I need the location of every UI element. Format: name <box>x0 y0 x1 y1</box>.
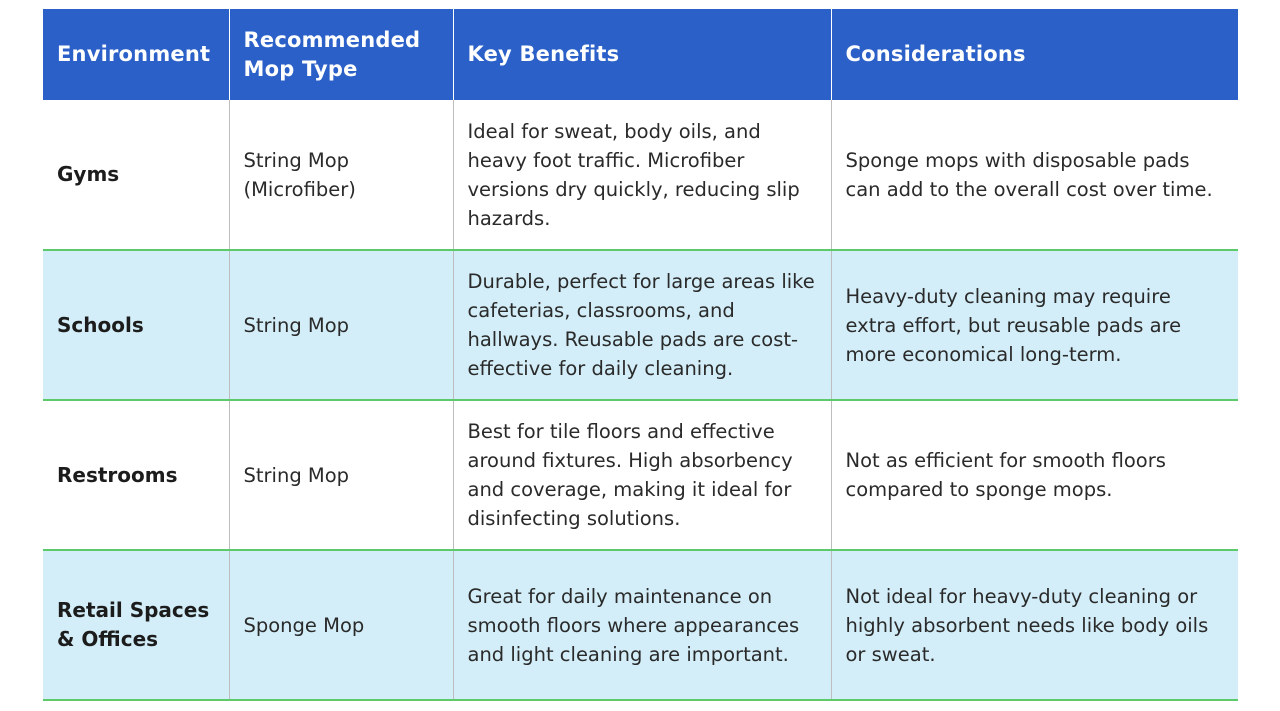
header-key-benefits: Key Benefits <box>453 9 831 100</box>
cell-benefits: Great for daily maintenance on smooth floors where appearances and light cleaning are important. <box>453 550 831 700</box>
table-row-gyms <box>43 100 1238 250</box>
cell-mop-type: String Mop (Microfiber) <box>229 100 453 250</box>
cell-considerations: Sponge mops with disposable pads can add to the overall cost over time. <box>831 100 1238 250</box>
header-environment: Environment <box>43 9 229 100</box>
cell-environment: Schools <box>43 250 229 400</box>
table-row-retail-offices <box>43 550 1238 700</box>
cell-mop-type: String Mop <box>229 400 453 550</box>
mop-comparison-table <box>43 9 1238 701</box>
table-row-schools <box>43 250 1238 400</box>
cell-benefits: Best for tile floors and effective around fixtures. High absorbency and coverage, making it ideal for disinfecting solutions. <box>453 400 831 550</box>
cell-considerations: Heavy-duty cleaning may require extra effort, but reusable pads are more economical long-term. <box>831 250 1238 400</box>
cell-considerations: Not ideal for heavy-duty cleaning or highly absorbent needs like body oils or sweat. <box>831 550 1238 700</box>
cell-environment: Restrooms <box>43 400 229 550</box>
header-considerations: Considerations <box>831 9 1238 100</box>
cell-environment: Gyms <box>43 100 229 250</box>
cell-environment: Retail Spaces & Offices <box>43 550 229 700</box>
table-row-restrooms <box>43 400 1238 550</box>
cell-benefits: Ideal for sweat, body oils, and heavy foot traffic. Microfiber versions dry quickly, reducing slip hazards. <box>453 100 831 250</box>
cell-benefits: Durable, perfect for large areas like cafeterias, classrooms, and hallways. Reusable pads are cost-effective for daily cleaning. <box>453 250 831 400</box>
cell-mop-type: String Mop <box>229 250 453 400</box>
table-header <box>43 9 1238 100</box>
table-body <box>43 100 1238 700</box>
header-recommended-mop-type: Recommended Mop Type <box>229 9 453 100</box>
cell-mop-type: Sponge Mop <box>229 550 453 700</box>
mop-comparison-table-wrapper <box>43 9 1238 701</box>
table-header-row <box>43 9 1238 100</box>
cell-considerations: Not as efficient for smooth floors compared to sponge mops. <box>831 400 1238 550</box>
